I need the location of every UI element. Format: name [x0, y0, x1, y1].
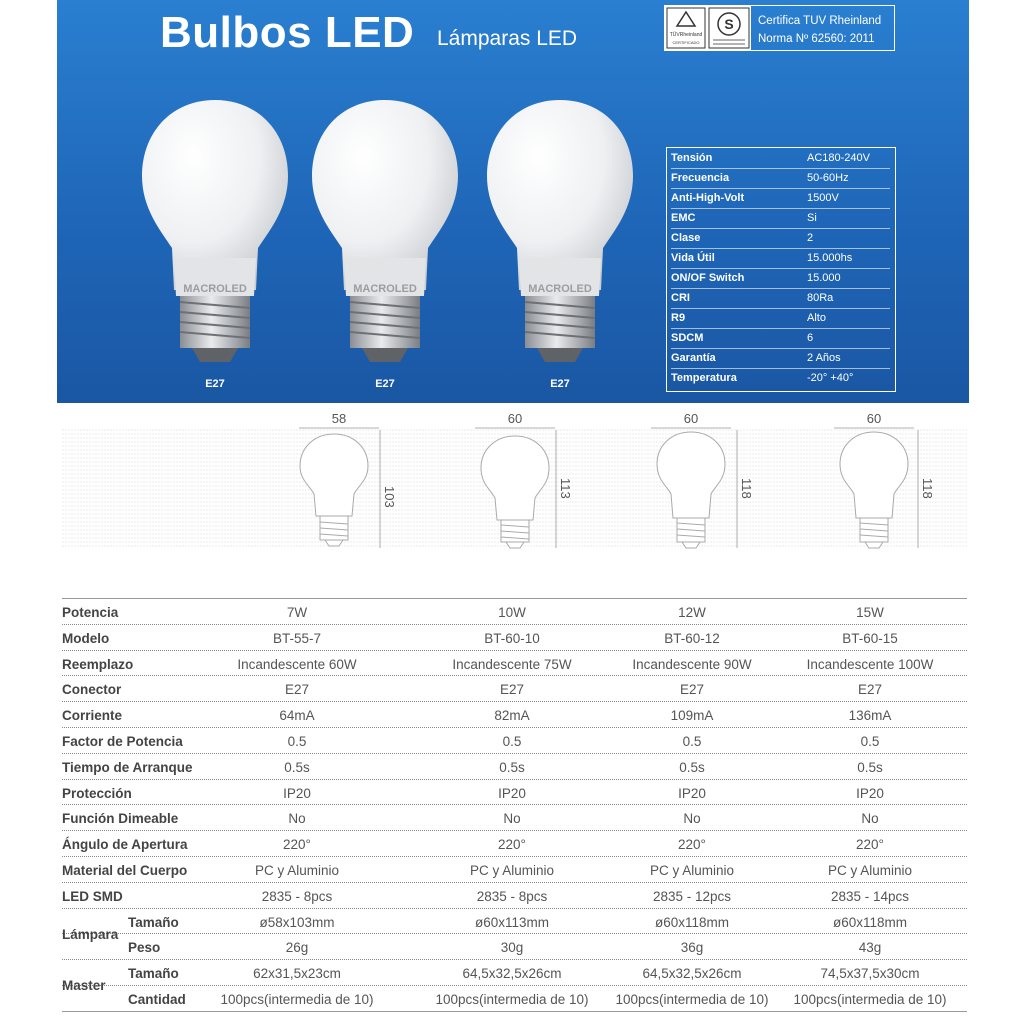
dimension-width-2: 60 [507, 412, 523, 426]
product-banner [57, 0, 969, 403]
svg-text:MACROLED: MACROLED [183, 283, 247, 295]
spec-row: ON/OF Switch 15.000 [671, 268, 890, 289]
spec-row: Anti-High-Volt 1500V [671, 188, 890, 209]
table-row: Potencia 7W 10W 12W 15W [62, 598, 967, 625]
spec-row: Vida Útil 15.000hs [671, 248, 890, 269]
bulb-image-1 [140, 98, 290, 368]
dimension-width-1: 58 [331, 412, 347, 426]
electrical-spec-table [666, 147, 896, 392]
table-row: LED SMD 2835 - 8pcs 2835 - 8pcs 2835 - 12pcs 2835 - 14pcs [62, 883, 967, 909]
table-row: Conector E27 E27 E27 E27 [62, 676, 967, 702]
product-spec-table [62, 598, 967, 1012]
table-row: Modelo BT-55-7 BT-60-10 BT-60-12 BT-60-15 [62, 625, 967, 651]
table-row: Ángulo de Apertura 220° 220° 220° 220° [62, 831, 967, 857]
spec-row: R9 Alto [671, 308, 890, 329]
cert-line-2: Norma Nº 62560: 2011 [758, 33, 875, 45]
svg-text:MACROLED: MACROLED [353, 283, 417, 295]
dimension-width-3: 60 [683, 412, 699, 426]
cert-line-1: Certifica TUV Rheinland [758, 15, 882, 27]
spec-row: Tensión AC180-240V [671, 148, 890, 169]
dimension-bulb-1 [299, 412, 397, 548]
bulb-image-2 [310, 98, 460, 368]
dimension-bulb-4 [834, 412, 935, 548]
dimension-height-2: 113 [558, 478, 573, 499]
dimension-height-1: 103 [382, 486, 397, 508]
dimension-bulb-3 [651, 412, 754, 548]
certification-box [664, 5, 895, 51]
tuv-logo-icon [665, 6, 751, 50]
table-row: Peso 26g 30g 36g 43g [62, 934, 967, 960]
table-row: Función Dimeable No No No No [62, 805, 967, 831]
spec-row: SDCM 6 [671, 328, 890, 349]
dimension-drawing-svg [62, 412, 967, 552]
spec-row: Clase 2 [671, 228, 890, 249]
dimension-height-3: 118 [739, 478, 754, 499]
bulb-socket-label-2: E27 [375, 378, 395, 390]
table-row: Master Tamaño 62x31,5x23cm 64,5x32,5x26cm 64,5x32,5x26cm 74,5x37,5x30cm [62, 960, 967, 986]
table-row: Protección IP20 IP20 IP20 IP20 [62, 780, 967, 806]
table-row: Lámpara Tamaño ø58x103mm ø60x113mm ø60x118mm ø60x118mm [62, 909, 967, 935]
spec-row: EMC Si [671, 208, 890, 229]
table-row: Factor de Potencia 0.5 0.5 0.5 0.5 [62, 728, 967, 754]
table-row: Corriente 64mA 82mA 109mA 136mA [62, 702, 967, 728]
page-subtitle: Lámparas LED [437, 27, 578, 50]
dimension-drawings [62, 412, 967, 552]
dimension-height-4: 118 [920, 478, 935, 499]
svg-text:TÜVRheinland: TÜVRheinland [669, 32, 703, 38]
bulb-socket-label-1: E27 [205, 378, 225, 390]
bulb-socket-label-3: E27 [550, 378, 570, 390]
svg-text:S: S [724, 16, 734, 32]
svg-text:MACROLED: MACROLED [528, 283, 592, 295]
bulb-image-3 [485, 98, 635, 368]
dimension-width-4: 60 [866, 412, 882, 426]
page-title: Bulbos LED [160, 8, 415, 57]
spec-row: Garantía 2 Años [671, 348, 890, 369]
table-row: Tiempo de Arranque 0.5s 0.5s 0.5s 0.5s [62, 754, 967, 780]
group-label-master: Master [62, 978, 106, 994]
table-row: Material del Cuerpo PC y Aluminio PC y Aluminio PC y Aluminio PC y Aluminio [62, 857, 967, 883]
table-row: Reemplazo Incandescente 60W Incandescente 75W Incandescente 90W Incandescente 100W [62, 651, 967, 677]
table-row: Cantidad 100pcs(intermedia de 10) 100pcs(intermedia de 10) 100pcs(intermedia de 10) 100pcs(intermedia de 10) [62, 986, 967, 1012]
svg-text:CERTIFICADO: CERTIFICADO [672, 40, 700, 45]
certification-text [758, 12, 881, 48]
group-label-lampara: Lámpara [62, 926, 119, 942]
certification-logos [665, 6, 751, 50]
spec-row: Frecuencia 50-60Hz [671, 168, 890, 189]
spec-row: CRI 80Ra [671, 288, 890, 309]
dimension-bulb-2 [475, 412, 573, 548]
spec-row: Temperatura -20° +40° [671, 372, 854, 384]
